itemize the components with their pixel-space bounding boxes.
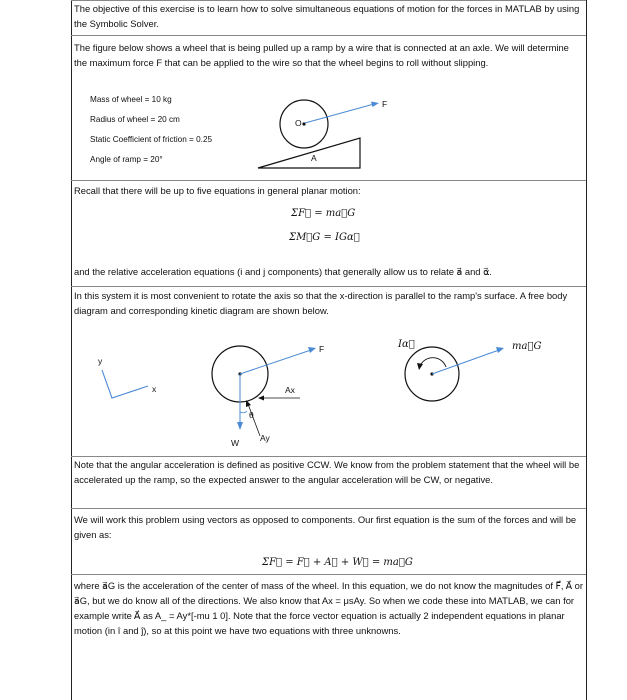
axis-y-label: y [98,356,103,366]
figure-description-paragraph: The figure below shows a wheel that is being pulled up a ramp by a wire that is connected at an axle. We will determine the maximum force F that can be applied to the wire so that the wheel begins to roll without slipping. [74,42,569,68]
where-paragraph: where a⃗G is the acceleration of the center of mass of the wheel. In this equation, we do not know the magnitudes of F⃗, A⃗ or a⃗G, but we do know all of the directions. We also know that Ax = μsAy. So when we code these into MATLAB, we can for example write A⃗ as A_ = Ay*[-mu 1 0]. Note that the force vector equation is actually 2 independent equations in planar motion (in î and ĵ), so at this point we have two equations with three unknowns. [74,580,583,636]
note-paragraph: Note that the angular acceleration is defined as positive CCW. We know from the problem statement that the wheel will be accelerated up the ramp, so the expected answer to the angular acceleration will be CW, or negative. [74,459,580,485]
fbd-force-label: F [319,344,325,354]
given-mass: Mass of wheel = 10 kg [90,95,172,104]
kd-moment-arrowhead [417,363,423,370]
axis-x-label: x [152,384,157,394]
ramp-center-label: O [295,118,302,128]
given-angle: Angle of ramp = 20° [90,155,163,164]
kd-moment-arc [420,358,446,367]
fbd-ax-label: Ax [285,385,295,395]
moment-equation: ΣM⃗G = IGα⃗ [289,232,360,243]
ramp-force-label: F [382,99,388,109]
divider [71,574,586,575]
recall-paragraph: Recall that there will be up to five equations in general planar motion: [74,185,361,196]
fbd-theta-label: θ [249,410,254,420]
fbd-weight-label: W [231,438,240,448]
vector-paragraph: We will work this problem using vectors as opposed to components. Our first equation is the sum of the forces and will be given as: [74,514,577,540]
relative-acceleration-paragraph: and the relative acceleration equations (i and j components) that generally allow us to relate a⃗ and α⃗. [74,266,492,277]
system-paragraph: In this system it is most convenient to rotate the axis so that the x-direction is parallel to the ramp's surface. A free body diagram and corresponding kinetic diagram are shown below. [74,290,568,316]
ramp-point-label: A [311,153,317,163]
kd-accel-line [432,350,499,374]
fbd-ay-label: Ay [260,433,270,443]
divider [71,508,586,509]
kd-mass-accel-label: ma⃗G [512,341,542,352]
sum-of-forces-equation: ΣF⃗ = F⃗ + A⃗ + W⃗ = ma⃗G [262,557,413,568]
given-friction: Static Coefficient of friction = 0.25 [90,135,213,144]
given-radius: Radius of wheel = 20 cm [90,115,180,124]
newton-equation: ΣF⃗ = ma⃗G [291,208,356,219]
kd-accel-arrowhead [496,347,504,353]
kd-inertia-label: Iα⃗ [398,339,415,350]
objective-paragraph: The objective of this exercise is to learn how to solve simultaneous equations of motion for the forces in MATLAB by using the Symbolic Solver. [74,3,580,29]
